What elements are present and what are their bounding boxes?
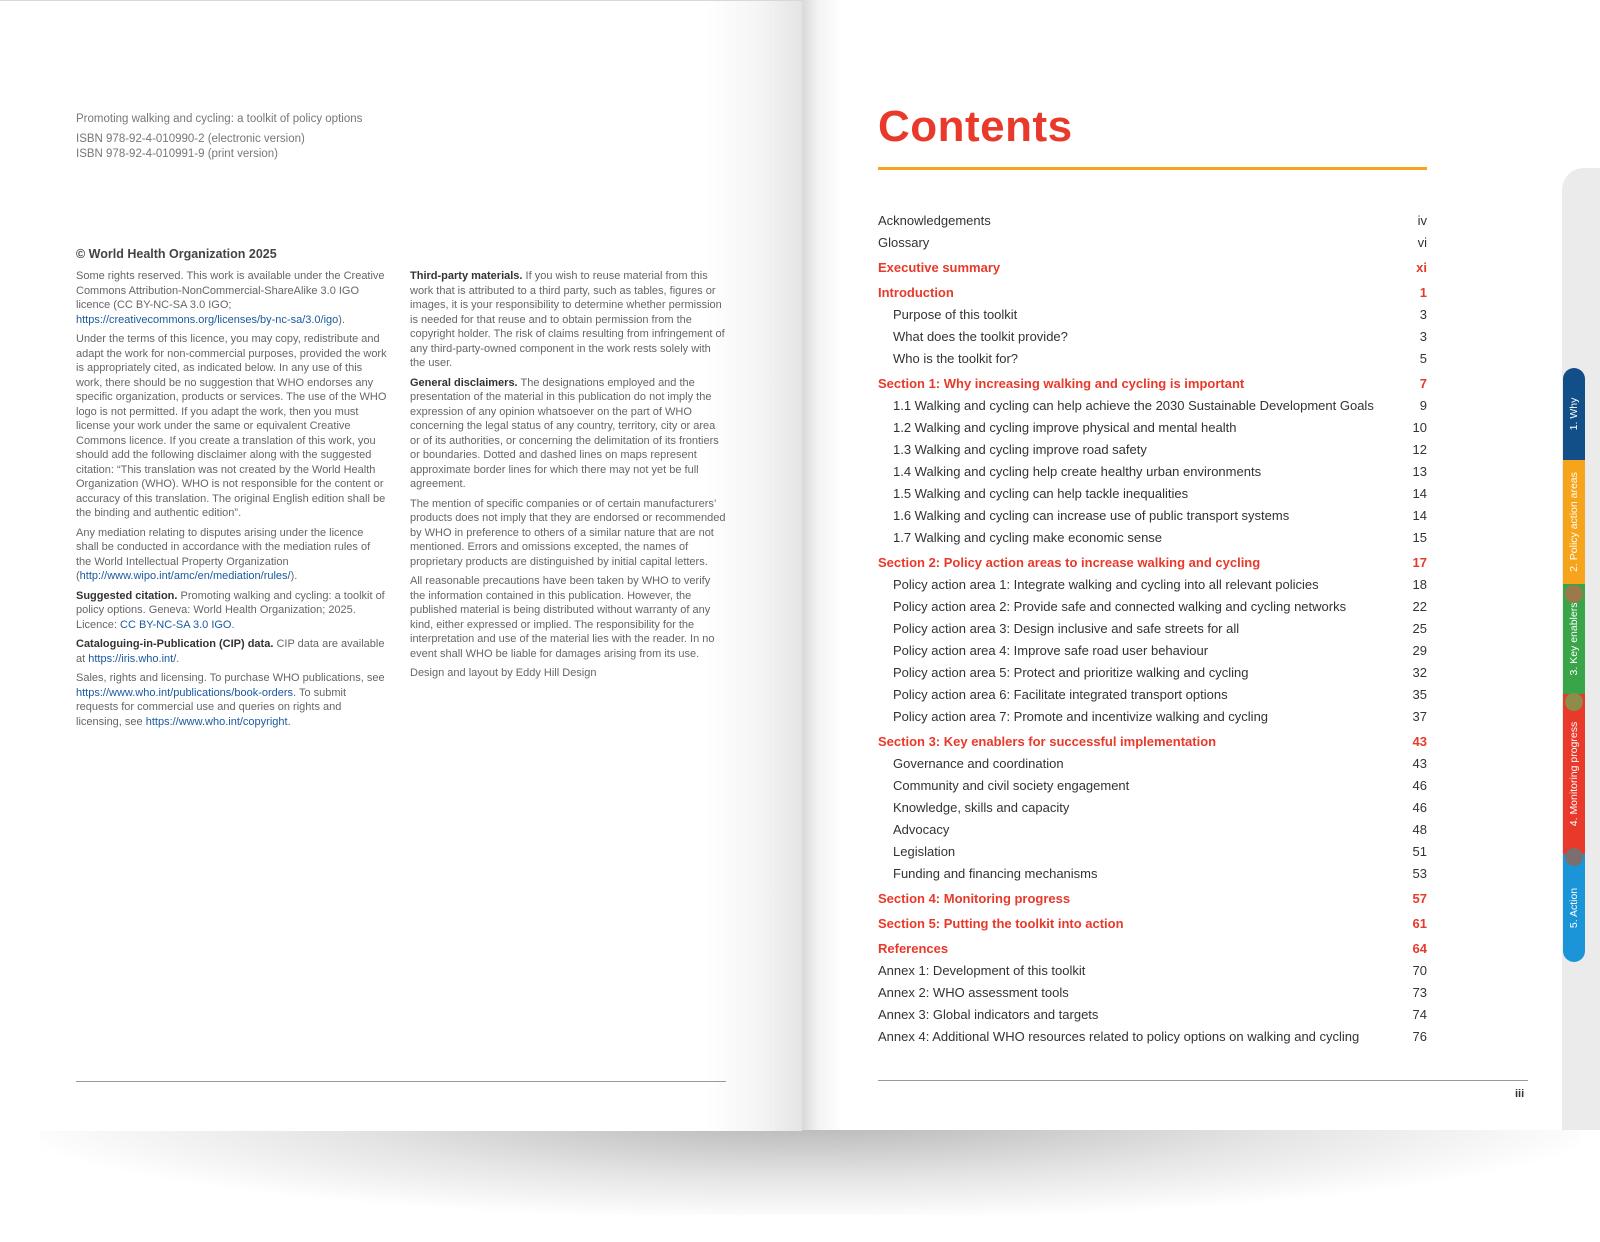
toc-entry-label: Section 2: Policy action areas to increase walking and cycling <box>878 555 1261 570</box>
toc-entry-page: 37 <box>1412 709 1427 724</box>
toc-entry[interactable] <box>878 640 1427 662</box>
tab-divider-dot <box>1565 848 1583 866</box>
contents-title: Contents <box>878 102 1073 151</box>
toc-entry-label: Policy action area 3: Design inclusive and safe streets for all <box>893 621 1240 636</box>
toc-entry[interactable] <box>878 395 1427 417</box>
toc-entry-page: 1 <box>1419 285 1427 300</box>
tab-section-5[interactable]: 5. Action <box>1563 854 1585 962</box>
title-underline <box>878 167 1427 170</box>
toc-entry-label: Annex 2: WHO assessment tools <box>878 985 1069 1000</box>
toc-entry-page: 3 <box>1419 329 1427 344</box>
toc-entry[interactable] <box>878 210 1427 232</box>
toc-entry-page: 35 <box>1412 687 1427 702</box>
left-page <box>0 0 802 1131</box>
toc-entry-label: Policy action area 2: Provide safe and connected walking and cycling networks <box>893 599 1347 614</box>
toc-entry-page: 61 <box>1412 916 1427 931</box>
toc-entry-page: iv <box>1417 213 1427 228</box>
tab-section-4[interactable]: 4. Monitoring progress <box>1563 694 1585 854</box>
tab-section-2[interactable]: 2. Policy action areas <box>1563 460 1585 584</box>
tab-section-1[interactable]: 1. Why <box>1563 368 1585 460</box>
design-credit: Design and layout by Eddy Hill Design <box>410 667 597 679</box>
companies-paragraph: The mention of specific companies or of certain manufacturers’ products does not imply that they are endorsed or recommended by WHO in preference to others of a similar nature that are not mentioned. Errors and omissions excepted, the names of proprietary products are distinguished by initial capital letters. <box>410 497 726 568</box>
toc-entry-label: Policy action area 4: Improve safe road user behaviour <box>893 643 1209 658</box>
toc-entry[interactable] <box>878 662 1427 684</box>
isbn-electronic: ISBN 978-92-4-010990-2 (electronic version) <box>76 133 305 145</box>
toc-entry[interactable] <box>878 1004 1427 1026</box>
toc-entry-page: 7 <box>1419 376 1427 391</box>
toc-entry-label: Glossary <box>878 235 930 250</box>
toc-entry[interactable] <box>878 304 1427 326</box>
toc-entry-label: 1.6 Walking and cycling can increase use of public transport systems <box>893 508 1290 523</box>
publication-meta <box>76 112 362 162</box>
toc-entry-page: 18 <box>1412 577 1427 592</box>
footer-divider-left <box>76 1081 726 1082</box>
toc-entry-label: Governance and coordination <box>893 756 1064 771</box>
toc-entry-page: 70 <box>1412 963 1427 978</box>
toc-entry-label: Annex 4: Additional WHO resources related to policy options on walking and cycling <box>878 1029 1360 1044</box>
toc-entry-label: Section 1: Why increasing walking and cycling is important <box>878 376 1245 391</box>
toc-entry-label: 1.3 Walking and cycling improve road safety <box>893 442 1147 457</box>
toc-entry-label: Policy action area 5: Protect and prioritize walking and cycling <box>893 665 1249 680</box>
toc-entry[interactable] <box>878 596 1427 618</box>
toc-entry-label: 1.4 Walking and cycling help create healthy urban environments <box>893 464 1262 479</box>
toc-entry-page: 17 <box>1412 555 1427 570</box>
toc-entry[interactable] <box>878 888 1427 910</box>
toc-entry[interactable] <box>878 618 1427 640</box>
rights-column-1 <box>76 269 388 734</box>
iris-link[interactable]: https://iris.who.int/ <box>88 652 177 665</box>
toc-entry-label: 1.7 Walking and cycling make economic sense <box>893 530 1163 545</box>
toc-entry-page: 48 <box>1412 822 1427 837</box>
toc-entry-label: Advocacy <box>893 822 950 837</box>
toc-entry[interactable] <box>878 348 1427 370</box>
toc-entry-page: 22 <box>1412 599 1427 614</box>
cip-paragraph: Cataloguing-in-Publication (CIP) data. CIP data are available at https://iris.who.int/. <box>76 638 385 665</box>
toc-entry-label: Annex 1: Development of this toolkit <box>878 963 1086 978</box>
toc-entry[interactable] <box>878 282 1427 304</box>
rights-column-2 <box>410 269 728 686</box>
toc-entry-label: 1.1 Walking and cycling can help achieve the 2030 Sustainable Development Goals <box>893 398 1374 413</box>
toc-entry-page: 43 <box>1412 756 1427 771</box>
toc-entry-page: 53 <box>1412 866 1427 881</box>
toc-entry-page: 73 <box>1412 985 1427 1000</box>
disclaimers-paragraph: General disclaimers. The designations employed and the presentation of the material in this publication do not imply the expression of any opinion whatsoever on the part of WHO concerning the legal status of any country, territory, city or area or of its authorities, or concerning the delimitation of its frontiers or boundaries. Dotted and dashed lines on maps represent approximate border lines for which there may not yet be full agreement. <box>410 376 719 490</box>
toc-entry[interactable] <box>878 1026 1427 1048</box>
toc-entry-page: 74 <box>1412 1007 1427 1022</box>
toc-entry-page: 14 <box>1412 486 1427 501</box>
page-number: iii <box>1515 1088 1525 1100</box>
precautions-paragraph: All reasonable precautions have been taken by WHO to verify the information contained in this publication. However, the published material is being distributed without warranty of any kind, either expressed or implied. The responsibility for the interpretation and use of the material lies with the reader. In no event shall WHO be liable for damages arising from its use. <box>410 575 715 660</box>
toc-entry-label: Section 5: Putting the toolkit into action <box>878 916 1124 931</box>
toc-entry[interactable] <box>878 863 1427 885</box>
cc-short-link[interactable]: CC BY-NC-SA 3.0 IGO <box>120 618 232 631</box>
toc-entry-label: Acknowledgements <box>878 213 991 228</box>
toc-entry[interactable] <box>878 775 1427 797</box>
toc-entry-label: Policy action area 7: Promote and incentivize walking and cycling <box>893 709 1269 724</box>
toc-entry[interactable] <box>878 257 1427 279</box>
isbn-print: ISBN 978-92-4-010991-9 (print version) <box>76 148 278 160</box>
toc-entry-page: 64 <box>1412 941 1427 956</box>
toc-entry-page: 13 <box>1412 464 1427 479</box>
table-of-contents <box>878 210 1427 1048</box>
licence-paragraph: Some rights reserved. This work is available under the Creative Commons Attribution-NonCommercial-ShareAlike 3.0 IGO licence (CC BY-NC-SA 3.0 IGO; https://creativecommons.org/licenses/by-nc-sa/3.0/igo). <box>76 270 385 326</box>
toc-entry[interactable] <box>878 552 1427 574</box>
toc-entry-page: 57 <box>1412 891 1427 906</box>
toc-entry[interactable] <box>878 483 1427 505</box>
wipo-link[interactable]: http://www.wipo.int/amc/en/mediation/rules/ <box>79 570 291 582</box>
book-orders-link[interactable]: https://www.who.int/publications/book-orders <box>76 686 294 699</box>
toc-entry-page: 46 <box>1412 800 1427 815</box>
toc-entry[interactable] <box>878 960 1427 982</box>
mediation-paragraph: Any mediation relating to disputes arising under the licence shall be conducted in accordance with the mediation rules of the World Intellectual Property Organization (http://www.wipo.int/amc/en/mediation/rules/). <box>76 526 371 582</box>
toc-entry-label: References <box>878 941 949 956</box>
toc-entry-page: 76 <box>1412 1029 1427 1044</box>
footer-divider-right <box>878 1080 1528 1081</box>
toc-entry[interactable] <box>878 373 1427 395</box>
toc-entry-label: Section 3: Key enablers for successful implementation <box>878 734 1217 749</box>
toc-entry-page: 32 <box>1412 665 1427 680</box>
toc-entry-page: 12 <box>1412 442 1427 457</box>
copyright-heading: © World Health Organization 2025 <box>76 247 277 261</box>
toc-entry[interactable] <box>878 753 1427 775</box>
toc-entry[interactable] <box>878 461 1427 483</box>
toc-entry-label: Annex 3: Global indicators and targets <box>878 1007 1099 1022</box>
toc-entry-page: 14 <box>1412 508 1427 523</box>
toc-entry-label: What does the toolkit provide? <box>893 329 1068 344</box>
toc-entry[interactable] <box>878 505 1427 527</box>
third-party-paragraph: Third-party materials. If you wish to reuse material from this work that is attributed to a third party, such as tables, figures or images, it is your responsibility to determine whether permission is needed for that reuse and to obtain permission from the copyright holder. The risk of claims resulting from infringement of any third-party-owned component in the work rests solely with the user. <box>410 270 725 369</box>
toc-entry-label: Purpose of this toolkit <box>893 307 1018 322</box>
toc-entry-label: Policy action area 6: Facilitate integrated transport options <box>893 687 1228 702</box>
toc-entry[interactable] <box>878 574 1427 596</box>
toc-entry[interactable] <box>878 913 1427 935</box>
toc-entry-page: 9 <box>1419 398 1427 413</box>
toc-entry-label: Funding and financing mechanisms <box>893 866 1098 881</box>
toc-entry[interactable] <box>878 684 1427 706</box>
toc-entry-page: 29 <box>1412 643 1427 658</box>
toc-entry-page: 43 <box>1412 734 1427 749</box>
publication-title: Promoting walking and cycling: a toolkit of policy options <box>76 113 363 125</box>
toc-entry[interactable] <box>878 938 1427 960</box>
toc-entry-label: Who is the toolkit for? <box>893 351 1018 366</box>
toc-entry[interactable] <box>878 982 1427 1004</box>
toc-entry[interactable] <box>878 417 1427 439</box>
toc-entry[interactable] <box>878 439 1427 461</box>
toc-entry-page: 15 <box>1412 530 1427 545</box>
toc-entry-page: 46 <box>1412 778 1427 793</box>
sales-paragraph: Sales, rights and licensing. To purchase WHO publications, see https://www.who.int/publications/book-orders. To submit requests for commercial use and queries on rights and licensing, see https://www.who.int/copyright. <box>76 672 385 728</box>
toc-entry-label: Section 4: Monitoring progress <box>878 891 1071 906</box>
toc-entry-label: 1.5 Walking and cycling can help tackle inequalities <box>893 486 1189 501</box>
toc-entry[interactable] <box>878 527 1427 549</box>
toc-entry-label: 1.2 Walking and cycling improve physical and mental health <box>893 420 1237 435</box>
toc-entry-page: 51 <box>1412 844 1427 859</box>
copyright-link[interactable]: https://www.who.int/copyright <box>145 715 288 728</box>
toc-entry-page: 3 <box>1419 307 1427 322</box>
toc-entry-page: 10 <box>1412 420 1427 435</box>
tab-divider-dot <box>1565 693 1583 711</box>
toc-entry-label: Community and civil society engagement <box>893 778 1130 793</box>
licence-terms-paragraph: Under the terms of this licence, you may copy, redistribute and adapt the work for non-commercial purposes, provided the work is appropriately cited, as indicated below. In any use of this work, there should be no suggestion that WHO endorses any specific organization, products or services. The use of the WHO logo is not permitted. If you adapt the work, then you must license your work under the same or equivalent Creative Commons licence. If you create a translation of this work, you should add the following disclaimer along with the suggested citation: “This translation was not created by the World Health Organization (WHO). WHO is not responsible for the content or accuracy of this translation. The original English edition shall be the binding and authentic edition”. <box>76 333 387 519</box>
toc-entry-page: 25 <box>1412 621 1427 636</box>
toc-entry-label: Knowledge, skills and capacity <box>893 800 1070 815</box>
toc-entry-label: Legislation <box>893 844 956 859</box>
toc-entry[interactable] <box>878 706 1427 728</box>
tab-divider-dot <box>1565 585 1583 603</box>
toc-entry-label: Executive summary <box>878 260 1001 275</box>
toc-entry-page: vi <box>1417 235 1427 250</box>
toc-entry[interactable] <box>878 841 1427 863</box>
toc-entry[interactable] <box>878 326 1427 348</box>
toc-entry[interactable] <box>878 819 1427 841</box>
toc-entry-label: Policy action area 1: Integrate walking and cycling into all relevant policies <box>893 577 1319 592</box>
toc-entry[interactable] <box>878 232 1427 254</box>
tab-section-3[interactable]: 3. Key enablers <box>1563 584 1585 694</box>
toc-entry-label: Introduction <box>878 285 954 300</box>
suggested-citation-paragraph: Suggested citation. Promoting walking and cycling: a toolkit of policy options. Geneva: World Health Organization; 2025. Licence: CC BY-NC-SA 3.0 IGO. <box>76 589 385 631</box>
toc-entry[interactable] <box>878 731 1427 753</box>
cc-licence-link[interactable]: https://creativecommons.org/licenses/by-nc-sa/3.0/igo <box>76 313 339 326</box>
toc-entry[interactable] <box>878 797 1427 819</box>
toc-entry-page: xi <box>1416 260 1427 275</box>
toc-entry-page: 5 <box>1419 351 1427 366</box>
